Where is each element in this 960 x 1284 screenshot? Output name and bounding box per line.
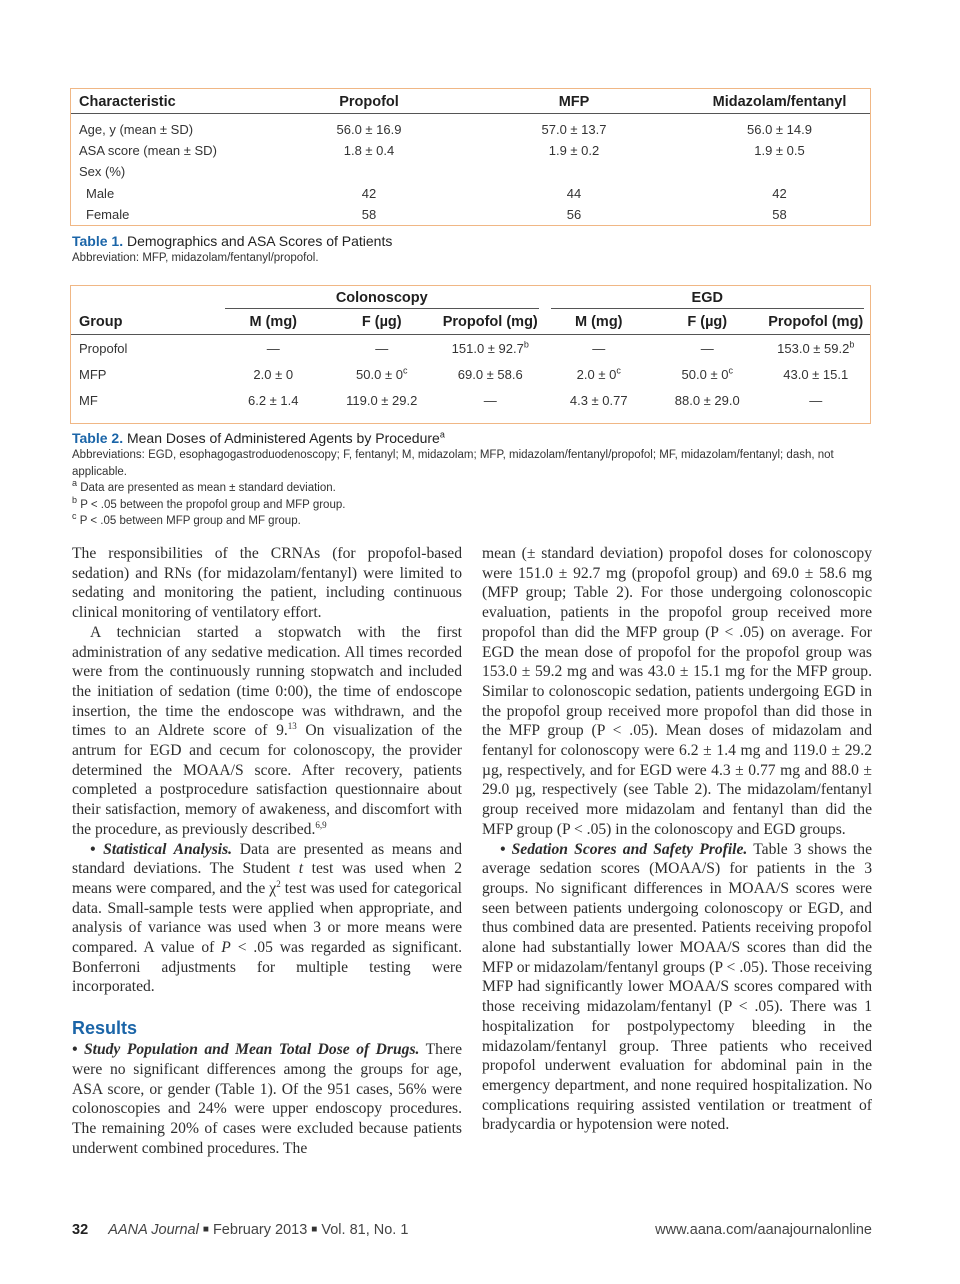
row-label: Male [86,185,115,201]
table-cell: 153.0 ± 59.2$^b$ [777,339,855,356]
table-group-header-row [71,288,870,310]
table-cell: 44 [566,185,582,201]
page-footer [72,1222,872,1242]
separator-icon: ■ [202,1224,209,1235]
col-header-f: F (µg) [328,310,437,335]
table-row [71,140,870,161]
table-header-row [71,91,870,114]
row-label: MFP [79,366,107,382]
row-label: ASA score (mean ± SD) [79,143,217,159]
table-cell: $2.0 \pm 0^c$ [576,365,621,382]
row-label: Age, y (mean ± SD) [79,122,194,138]
table-row [71,183,870,204]
table-cell: — [700,340,714,356]
table-cell: 1.9 ± 0.2 [548,143,600,159]
row-label: Sex (%) [79,164,126,180]
group-header-colonoscopy: Colonoscopy [219,288,545,310]
table-cell: — [483,392,497,408]
table-row [71,204,870,225]
paragraph-statistical-analysis: • Statistical Analysis. Data are presented as means and standard deviations. The Student t test was used when 2 means were compared, and the $\chi^2$ test was used for categorical data. Small-sample tests were applied when appropriate, and analysis of variance was used when 3 or more means were compared. A value of P < .05 was regarded as significant. Bonferroni adjustments for multiple testing were incorporated. [72,840,463,996]
journal-name: AANA Journal [108,1222,199,1238]
table-cell: $50.0 \pm 0^c$ [681,365,733,382]
table-1-title: Demographics and ASA Scores of Patients [126,233,393,249]
footnote: $^c$ P < .05 between MFP group and MF group. [72,511,301,527]
row-label: MF [79,392,98,408]
table-cell: 2.0 ± 0 [253,366,294,382]
table-header-row [71,310,870,335]
table-cell: 57.0 ± 13.7 [541,122,607,138]
table-cell: 88.0 ± 29.0 [674,392,740,408]
table-cell: — [266,340,280,356]
table-cell: 58 [772,206,787,222]
col-header-midazolam-fentanyl: Midazolam/fentanyl [689,91,870,114]
table-1-label: Table 1. [72,233,124,249]
footnote: $^a$ Data are presented as mean ± standard deviation. [72,478,336,494]
col-header-propofol: Propofol (mg) [762,310,871,335]
table-cell: — [592,340,606,356]
table-1-caption [72,232,872,267]
table-2-abbreviations: Abbreviations: EGD, esophagogastroduodenoscopy; F, fentanyl; M, midazolam; MFP, midazolam/fentanyl/propofol; MF, midazolam/fentanyl; dash, not applicable. [72,449,834,478]
left-column [72,544,462,1158]
table-cell: 151.0 ± 92.7$^b$ [451,339,529,356]
table-cell: 1.9 ± 0.5 [754,143,805,159]
table-row [71,335,870,362]
row-label: Propofol [79,340,128,356]
col-header-group: Group [71,310,219,335]
table-1 [70,88,871,226]
row-label: Female [86,206,130,222]
table-1-abbreviation: Abbreviation: MFP, midazolam/fentanyl/propofol. [72,252,319,264]
table-cell: 6.2 ± 1.4 [247,392,299,408]
table-cell: — [809,392,823,408]
col-header-propofol: Propofol [279,91,459,114]
table-cell: 69.0 ± 58.6 [457,366,523,382]
paragraph-study-population: • Study Population and Mean Total Dose of Drugs. There were no significant differences among the groups for age, ASA score, or gender (Table 1). Of the 951 cases, 56% were colonoscopies and 24% were upper endoscopy procedures. The remaining 20% of cases were excluded because patients underwent combined procedures. The [72,1041,462,1157]
table-cell: 56.0 ± 14.9 [747,122,812,138]
table-2-title: Mean Doses of Administered Agents by Procedure [126,430,440,446]
paragraph: mean (± standard deviation) propofol doses for colonoscopy were 151.0 ± 92.7 mg (propofol group) and 69.0 ± 58.6 mg (MFP group; Table 2). For those undergoing colonoscopic evaluation, patients in the propofol group received more propofol than did the MFP group (P < .05) on average. For EGD the mean dose of propofol for the propofol group was 153.0 ± 59.2 mg and was 43.0 ± 15.1 mg for the MFP group. Similar to colonoscopic sedation, patients undergoing EGD in the propofol group received more propofol than did those in the MFP group (P < .05). Mean doses of midazolam and fentanyl for colonoscopy were 6.2 ± 1.4 mg and 119.0 ± 29.2 µg, respectively, and for EGD were 4.3 ± 0.77 mg and 88.0 ± 29.0 µg, respectively (see Table 2). The midazolam/fentanyl group received more midazolam and fentanyl than did the MFP group (P < .05) in the colonoscopy and EGD groups. [482,545,872,838]
table-cell: 119.0 ± 29.2 [346,392,418,408]
table-cell: 42 [772,185,787,201]
right-column [482,544,872,1135]
table-row [71,114,870,141]
table-2-caption: Table 2. Mean Doses of Administered Agents by Procedure$^a$ Abbreviations: EGD, esophagogastroduodenoscopy; F, fentanyl; M, midazolam; MFP, midazolam/fentanyl/propofol; MF, midazolam/fentanyl; dash, not applicable. $^a$ Data are presented as mean ± standard deviation. $^b$ P < .05 between the propofol group and MFP group. $^c$ P < .05 between MFP group and MF group. [72,429,872,530]
col-header-f: F (µg) [653,310,762,335]
col-header-mfp: MFP [459,91,689,114]
table-cell: 1.8 ± 0.4 [343,143,395,159]
table-2 [70,285,871,424]
table-row [71,361,870,387]
table-cell: $50.0 \pm 0^c$ [356,365,408,382]
col-header-m: M (mg) [219,310,328,335]
table-2-label: Table 2. [72,430,124,446]
table-cell: 4.3 ± 0.77 [569,392,628,408]
table-row [71,161,870,182]
table-cell: — [375,340,389,356]
paragraph-sedation-scores: • Sedation Scores and Safety Profile. Table 3 shows the average sedation scores (MOAA/S) for patients in the 3 groups. No significant differences in MOAA/S scores were seen between patients undergoing colonoscopy or EGD, and thus combined data are presented. Patients receiving propofol alone had substantially lower MOAA/S scores than did the MFP or midazolam/fentanyl groups (P < .05). Those receiving MFP had significantly lower MOAA/S scores compared with those receiving midazolam/fentanyl (P < .05). There was 1 hospitalization for postpolypectomy bleeding in the midazolam/fentanyl group. Three patients who received propofol underwent evaluation for abdominal pain in the emergency department, and none required hospitalization. No complications requiring assisted ventilation or treatment of bradycardia or hypotension were noted. [482,840,872,1134]
paragraph: The responsibilities of the CRNAs (for propofol-based sedation) and RNs (for midazolam/fentanyl) were limited to sedating and monitoring the patient, including continuous clinical monitoring of ventilatory effort. [72,545,462,622]
table-cell: 56 [566,206,582,222]
col-header-m: M (mg) [545,310,654,335]
col-header-propofol: Propofol (mg) [436,310,545,335]
results-heading: Results [72,1018,138,1039]
issue-date: February 2013 [212,1222,308,1238]
journal-url: www.aana.com/aanajournalonline [655,1222,872,1238]
group-header-egd: EGD [545,288,871,310]
table-row [71,387,870,413]
table-cell: 43.0 ± 15.1 [783,366,849,382]
col-header-characteristic: Characteristic [71,91,279,114]
table-cell: 58 [361,206,377,222]
footer-citation [72,1222,408,1238]
footnote: $^b$ P < .05 between the propofol group and MFP group. [72,494,346,511]
table-cell: 42 [361,185,377,201]
paragraph: A technician started a stopwatch with the first administration of any sedative medication. All times recorded were from the continuously running stopwatch and included the initiation of sedation (time 0:00), the time of endoscope insertion, the time the endoscope was withdrawn, and the times to an Aldrete score of 9.13 On visualization of the antrum for EGD and cecum for colonoscopy, the provider determined the MOAA/S score. After recovery, patients completed a postprocedure satisfaction questionnaire about their satisfaction, memory of awakeness, and discomfort with the procedure, as previously described.$^{6,9}$ [72,623,462,838]
separator-icon: ■ [311,1224,318,1235]
table-cell: 56.0 ± 16.9 [336,122,402,138]
page-number: 32 [72,1222,89,1238]
issue-volume: Vol. 81, No. 1 [321,1222,409,1238]
